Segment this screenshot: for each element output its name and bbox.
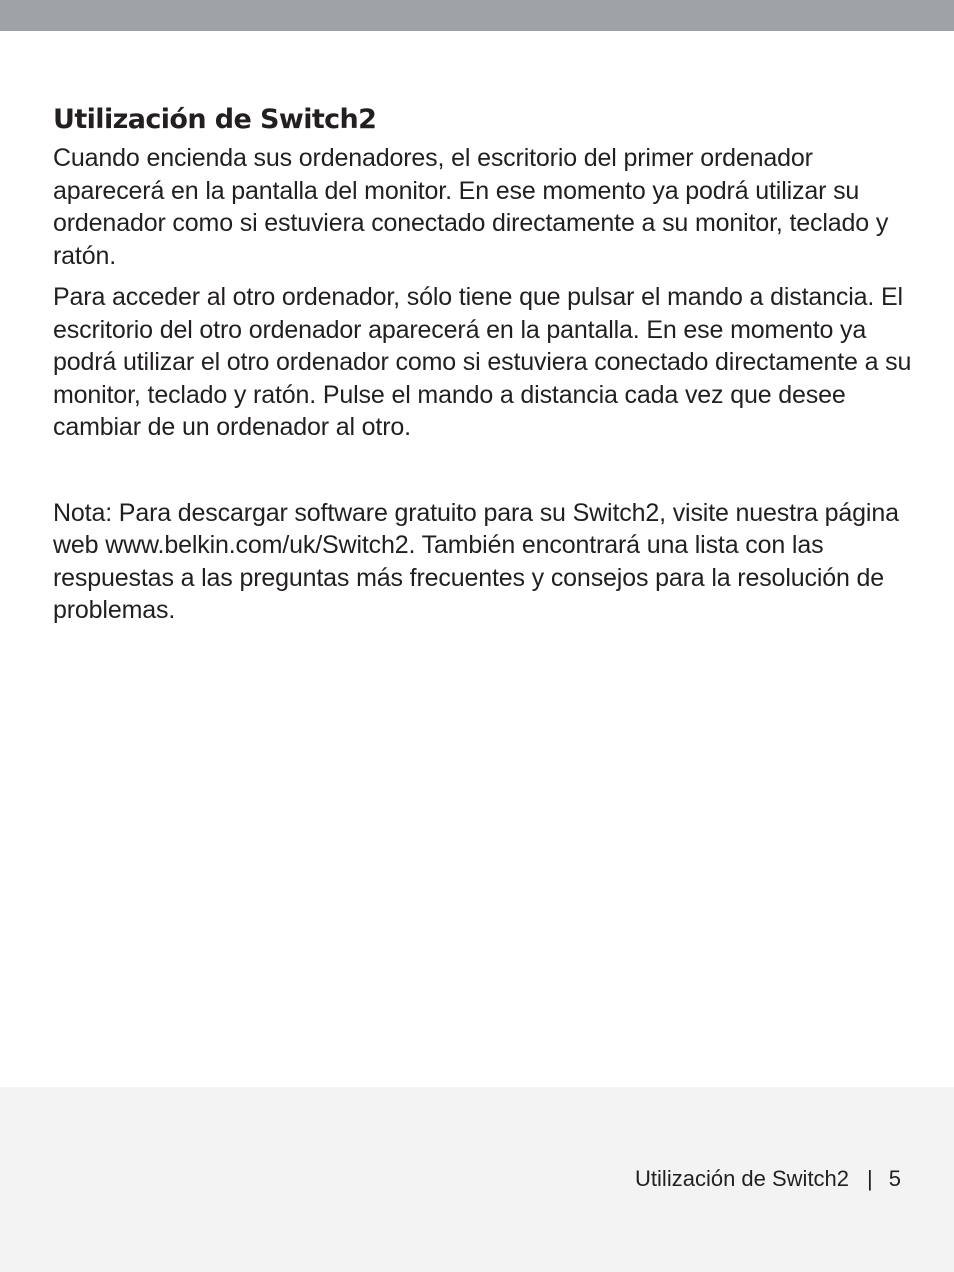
paragraph-startup: Cuando encienda sus ordenadores, el escritorio del primer ordenador aparecerá en la pantalla del monitor. En ese momento ya podrá utilizar su ordenador como si estuviera conectado directamente a su monitor, teclado y ratón. (53, 144, 889, 270)
section-heading: Utilización de Switch2 (53, 104, 377, 135)
top-header-bar (0, 0, 954, 31)
footer-label (635, 1165, 901, 1193)
page-footer (0, 1087, 954, 1272)
page-number: 5 (888, 1166, 901, 1191)
page-content (53, 100, 913, 627)
note-paragraph: Nota: Para descargar software gratuito para su Switch2, visite nuestra página web www.belkin.com/uk/Switch2. También encontrará una lista con las respuestas a las preguntas más frecuentes y consejos para la resolución de problemas. (53, 498, 899, 624)
footer-section-title: Utilización de Switch2 (635, 1166, 850, 1191)
footer-separator: | (867, 1166, 873, 1191)
paragraph-switching: Para acceder al otro ordenador, sólo tiene que pulsar el mando a distancia. El escritorio del otro ordenador aparecerá en la pantalla. En ese momento ya podrá utilizar el otro ordenador como si estuviera conectado directamente a su monitor, teclado y ratón. Pulse el mando a distancia cada vez que desee cambiar de un ordenador al otro. (53, 283, 912, 441)
